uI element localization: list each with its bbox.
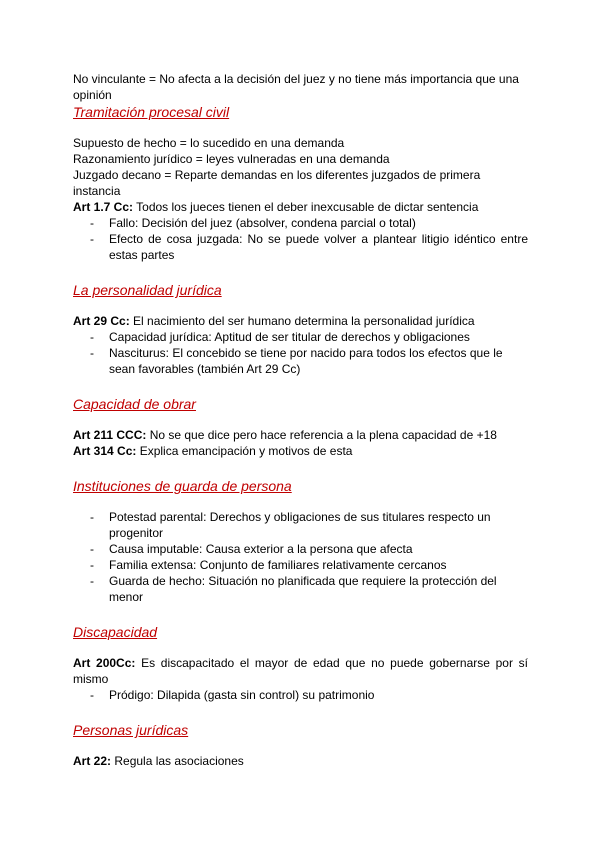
- article-314: [73, 443, 528, 459]
- list-guarda: [73, 509, 528, 605]
- heading-personas-juridicas: Personas jurídicas: [73, 722, 189, 738]
- article-text: Es discapacitado el mayor de edad que no puede gobernarse por sí mismo: [73, 656, 528, 686]
- article-text: El nacimiento del ser humano determina la personalidad jurídica: [129, 314, 475, 328]
- heading-personalidad: La personalidad jurídica: [73, 282, 222, 298]
- article-200: [73, 655, 528, 687]
- list-item: - Familia extensa: Conjunto de familiares relativamente cercanos: [73, 557, 528, 573]
- heading-tramitacion: Tramitación procesal civil: [73, 104, 230, 120]
- article-label: Art 1.7 Cc:: [73, 200, 134, 214]
- intro-paragraph: No vinculante = No afecta a la decisión del juez y no tiene más importancia que una opinión: [73, 72, 519, 102]
- article-text: No se que dice pero hace referencia a la plena capacidad de +18: [146, 428, 497, 442]
- article-text: Todos los jueces tienen el deber inexcusable de dictar sentencia: [133, 200, 479, 214]
- list-item: - Capacidad jurídica: Aptitud de ser titular de derechos y obligaciones: [73, 329, 528, 345]
- list-item: - Fallo: Decisión del juez (absolver, condena parcial o total): [73, 215, 528, 231]
- article-22: [73, 753, 528, 769]
- list-item: - Causa imputable: Causa exterior a la persona que afecta: [73, 541, 528, 557]
- heading-discapacidad: Discapacidad: [73, 624, 158, 640]
- article-29: [73, 313, 528, 329]
- document-body: [73, 71, 528, 769]
- article-1-7: [73, 199, 528, 215]
- list-discapacidad: [73, 687, 528, 703]
- line-juzgado: Juzgado decano = Reparte demandas en los diferentes juzgados de primera instancia: [73, 168, 481, 198]
- list-item: - Efecto de cosa juzgada: No se puede volver a plantear litigio idéntico entre estas partes: [73, 231, 528, 263]
- list-item: - Nasciturus: El concebido se tiene por nacido para todos los efectos que le sean favorables (también Art 29 Cc): [73, 345, 528, 377]
- article-211: [73, 427, 528, 443]
- article-label: Art 200Cc:: [73, 656, 136, 670]
- line-supuesto: Supuesto de hecho = lo sucedido en una demanda: [73, 136, 345, 150]
- heading-capacidad: Capacidad de obrar: [73, 396, 196, 412]
- line-razonamiento: Razonamiento jurídico = leyes vulneradas en una demanda: [73, 152, 390, 166]
- article-text: Regula las asociaciones: [111, 754, 244, 768]
- article-label: Art 29 Cc:: [73, 314, 130, 328]
- list-personalidad: [73, 329, 528, 377]
- article-label: Art 211 CCC:: [73, 428, 147, 442]
- heading-guarda: Instituciones de guarda de persona: [73, 478, 292, 494]
- article-label: Art 314 Cc:: [73, 444, 137, 458]
- article-text: Explica emancipación y motivos de esta: [136, 444, 353, 458]
- list-item: - Potestad parental: Derechos y obligaciones de sus titulares respecto un progenitor: [73, 509, 528, 541]
- article-label: Art 22:: [73, 754, 112, 768]
- list-tramitacion: [73, 215, 528, 263]
- list-item: - Guarda de hecho: Situación no planificada que requiere la protección del menor: [73, 573, 528, 605]
- list-item: - Pródigo: Dilapida (gasta sin control) su patrimonio: [73, 687, 528, 703]
